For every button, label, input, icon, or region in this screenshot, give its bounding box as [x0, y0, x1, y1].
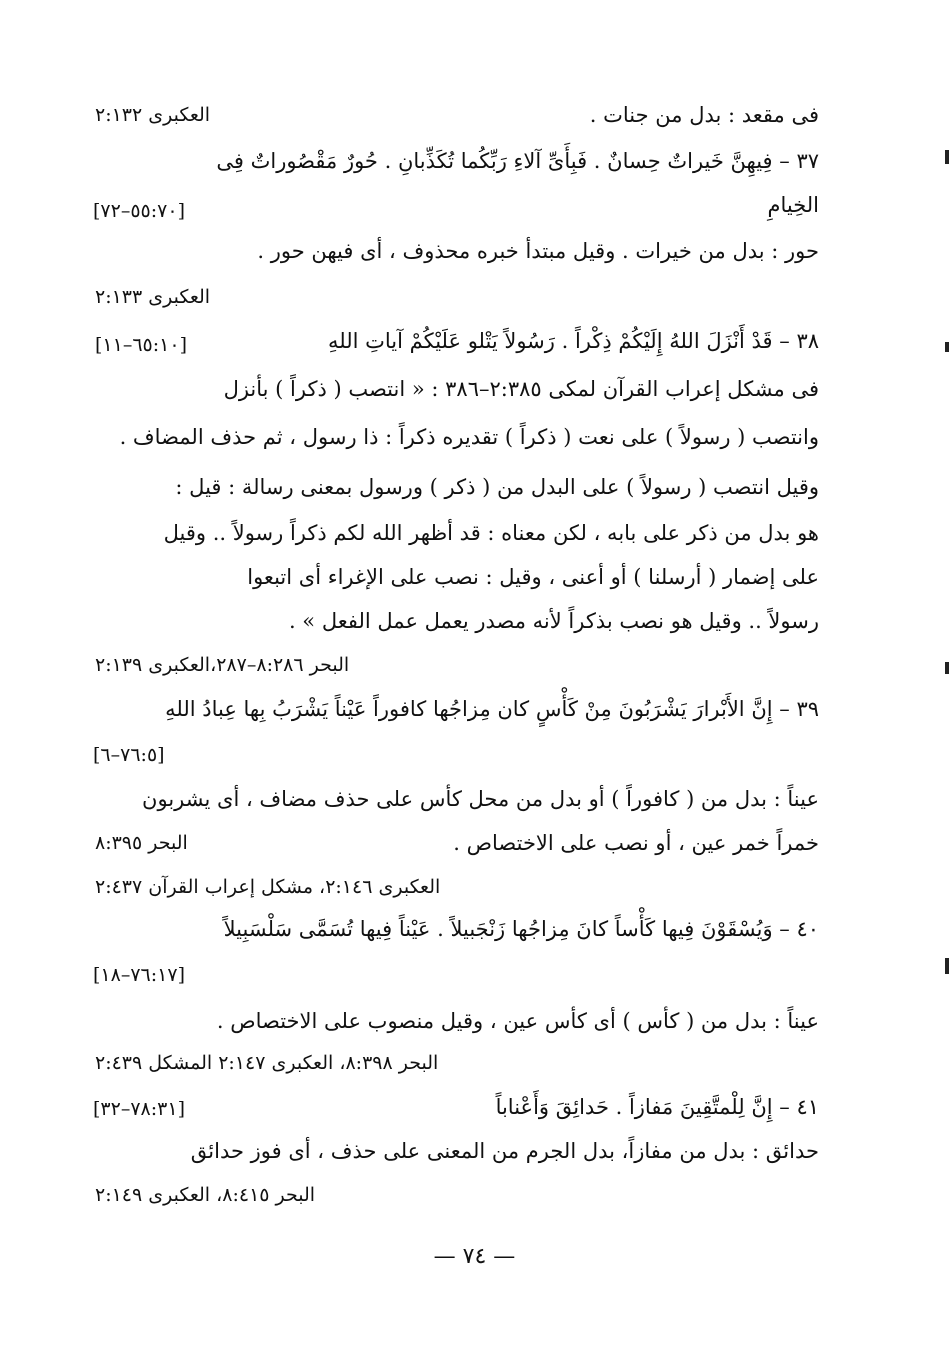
reference-note: البحر ٨:٣٩٥ [95, 832, 188, 854]
reference-note: البحر ٨:٤١٥، العكبرى ٢:١٤٩ [95, 1184, 316, 1206]
reference-note: العكبرى ٢:١٣٢ [95, 104, 211, 126]
scan-edge-mark [945, 662, 949, 674]
text-line: رسولاً .. وقيل هو نصب بذكراً لأنه مصدر يعمل عمل الفعل » . [288, 609, 819, 633]
verse-reference: [٧٦:١٧–١٨] [93, 964, 185, 986]
scan-edge-mark [945, 958, 949, 974]
verse-line: ٤٠ – وَيُسْقَوْنَ فِيها كَأْساً كانَ مِزاجُها زَنْجَبيلاً . عَيْناً فِيها تُسَمَّى سَلْسَبِيلاً [223, 917, 819, 941]
text-line: وانتصب ( رسولاً ) على نعت ( ذكراً ) تقديره ذكراً : ذا رسول ، ثم حذف المضاف . [119, 425, 819, 449]
text-line: هو بدل من ذكر على بابه ، لكن معناه : قد أظهر الله لكم ذكراً رسولاً .. وقيل [163, 521, 819, 545]
verse-line: ٣٨ – قَدْ أَنْزَلَ اللهُ إِلَيْكُمْ ذِكْراً . رَسُولاً يَتْلو عَلَيْكُمْ آياتِ اللهِ [327, 329, 819, 353]
reference-note: العكبرى ٢:١٣٣ [95, 286, 211, 308]
verse-reference: [٥٥:٧٠–٧٢] [93, 200, 185, 222]
verse-reference: [٧٨:٣١–٣٢] [93, 1098, 185, 1120]
verse-line: ٣٩ – إِنَّ الأَبْرارَ يَشْرَبُونَ مِنْ كَأْسٍ كان مِزاجُها كافوراً عَيْناً يَشْرَبُ بِها عِبادُ اللهِ [165, 697, 819, 721]
reference-note: البحر ٨:٢٨٦–٢٨٧،العكبرى ٢:١٣٩ [95, 654, 350, 676]
verse-line: الخِيامِ [767, 193, 819, 217]
page-number: — ٧٤ — [433, 1244, 516, 1269]
verse-reference: [٦٥:١٠–١١] [95, 334, 187, 356]
verse-reference: [٧٦:٥–٦] [93, 744, 165, 766]
verse-line: ٤١ – إِنَّ لِلْمتَّقِينَ مَفازاً . حَدائِقَ وَأَعْناباً [495, 1095, 819, 1119]
text-line: حدائق : بدل من مفازاً، بدل الجرم من المعنى على حذف ، أى فوز حدائق [190, 1139, 819, 1163]
text-line: خمراً خمر عين ، أو نصب على الاختصاص . [453, 831, 819, 855]
text-line: حور : بدل من خيرات . وقيل مبتدأ خبره محذوف ، أى فيهن حور . [257, 239, 819, 263]
text-line: وقيل انتصب ( رسولاً ) على البدل من ( ذكر ) ورسول بمعنى رسالة : قيل : [175, 475, 819, 499]
scan-edge-mark [945, 342, 949, 352]
reference-note: العكبرى ٢:١٤٦، مشكل إعراب القرآن ٢:٤٣٧ [95, 876, 441, 898]
verse-line: ٣٧ – فِيهِنَّ خَيراتٌ حِسانٌ . فَبِأَىِّ آلاءِ رَبِّكُما تُكَذِّبانِ . حُورٌ مَقْصُوراتٌ فِى [216, 149, 819, 173]
reference-note: البحر ٨:٣٩٨، العكبرى ٢:١٤٧ المشكل ٢:٤٣٩ [95, 1052, 439, 1074]
text-line: فى مقعد : بدل من جنات . [589, 103, 819, 127]
text-line: على إضمار ( أرسلنا ) أو أعنى ، وقيل : نصب على الإغراء أى اتبعوا [247, 565, 819, 589]
text-line: فى مشكل إعراب القرآن لمكى ٢:٣٨٥–٣٨٦ : « انتصب ( ذكراً ) بأنزل [223, 377, 819, 401]
text-line: عيناً : بدل من ( كأس ) أى كأس عين ، وقيل منصوب على الاختصاص . [216, 1009, 819, 1033]
text-line: عيناً : بدل من ( كافوراً ) أو بدل من محل كأس على حذف مضاف ، أى يشربون [142, 787, 819, 811]
scan-edge-mark [945, 150, 949, 164]
